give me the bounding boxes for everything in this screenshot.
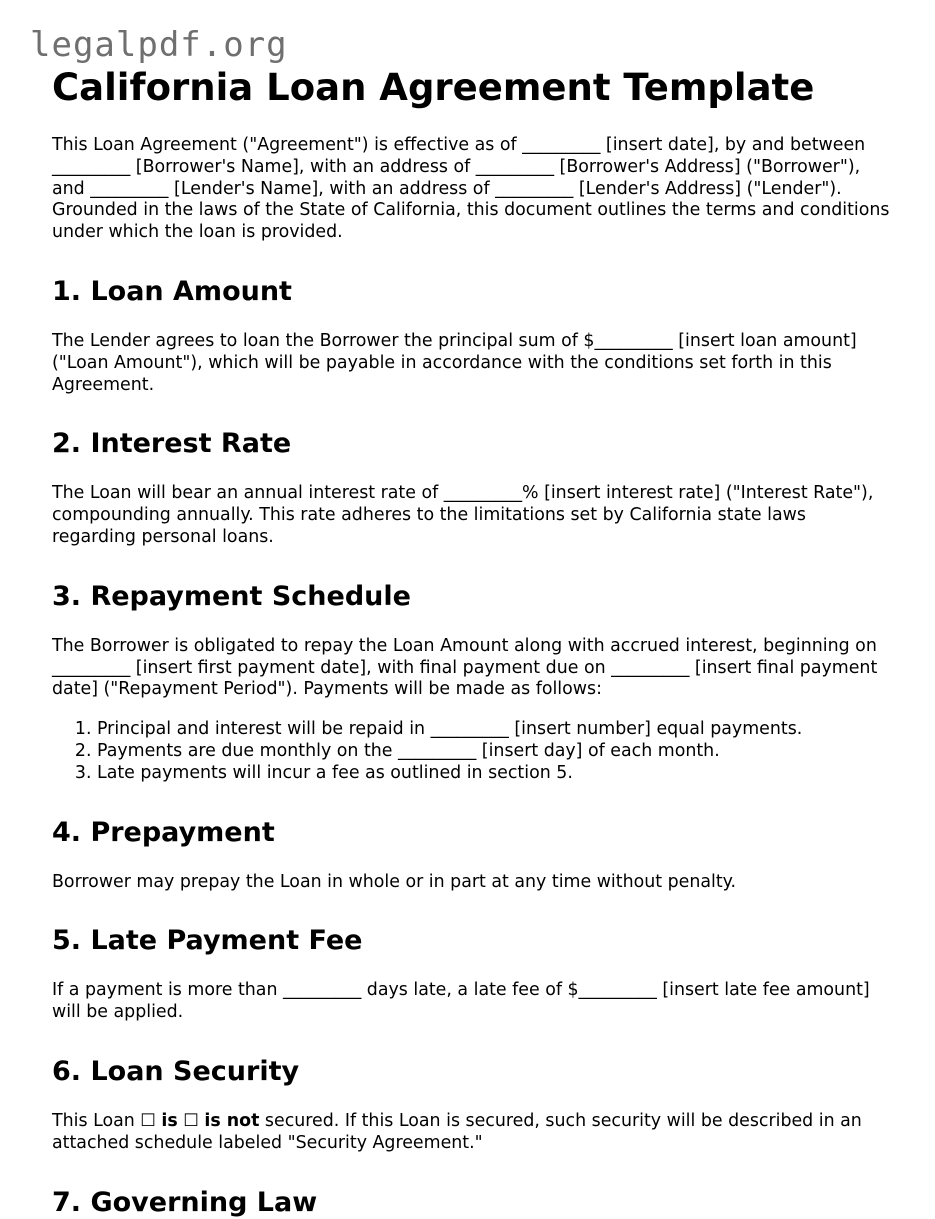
loan-amount-text: The Lender agrees to loan the Borrower the principal sum of $_________ [insert loan amount] ("Loan Amount"), which will be payable in accordance with the conditions set forth in this Agreement. [52, 330, 857, 395]
checkbox-is[interactable]: ☐ [140, 1110, 156, 1131]
loan-security-text [52, 1111, 892, 1155]
security-text-end: secured. If this Loan is secured, such security will be described in an attached schedule labeled "Security Agreement." [52, 1110, 862, 1153]
heading-loan-amount: 1. Loan Amount [52, 275, 292, 307]
heading-loan-security: 6. Loan Security [52, 1055, 300, 1087]
heading-prepayment: 4. Prepayment [52, 816, 275, 848]
repayment-text: The Borrower is obligated to repay the Loan Amount along with accrued interest, beginning on _________ [insert first payment date], with final payment due on _________ [insert final payment date] ("Repayment Period"). Payments will be made as follows: [52, 635, 878, 700]
checkbox-is-not[interactable]: ☐ [183, 1110, 199, 1131]
heading-late-payment-fee: 5. Late Payment Fee [52, 925, 363, 957]
option-is-not-label: is not [204, 1110, 260, 1131]
heading-governing-law: 7. Governing Law [52, 1186, 318, 1218]
option-is-label: is [161, 1110, 178, 1131]
prepayment-text: Borrower may prepay the Loan in whole or in part at any time without penalty. [52, 871, 737, 892]
security-text-start: This Loan [52, 1110, 141, 1131]
list-item: 2. Payments are due monthly on the _________ [insert day] of each month. [97, 741, 892, 763]
heading-interest-rate: 2. Interest Rate [52, 428, 292, 460]
interest-rate-text: The Loan will bear an annual interest rate of _________% [insert interest rate] ("Interest Rate"), compounding annually. This rate adheres to the limitations set by California state laws regarding personal loans. [52, 483, 874, 547]
heading-repayment-schedule: 3. Repayment Schedule [52, 580, 411, 612]
list-item: 1. Principal and interest will be repaid in _________ [insert number] equal payments. [97, 719, 892, 741]
repayment-list [52, 719, 892, 784]
watermark: legalpdf.org [30, 25, 288, 65]
late-fee-text: If a payment is more than _________ days late, a late fee of $_________ [insert late fee amount] will be applied. [52, 980, 870, 1023]
intro-paragraph: This Loan Agreement ("Agreement") is effective as of _________ [insert date], by and between _________ [Borrower's Name], with an address of _________ [Borrower's Address] ("Borrower"), and _________ [Lender's Name], with an address of _________ [Lender's Address] ("Lender"). Grounded in the laws of the State of California, this document outlines the terms and conditions under which the loan is provided. [52, 135, 890, 243]
document-page [52, 66, 892, 1219]
document-title: California Loan Agreement Template [52, 66, 815, 109]
list-item: 3. Late payments will incur a fee as outlined in section 5. [97, 763, 892, 785]
